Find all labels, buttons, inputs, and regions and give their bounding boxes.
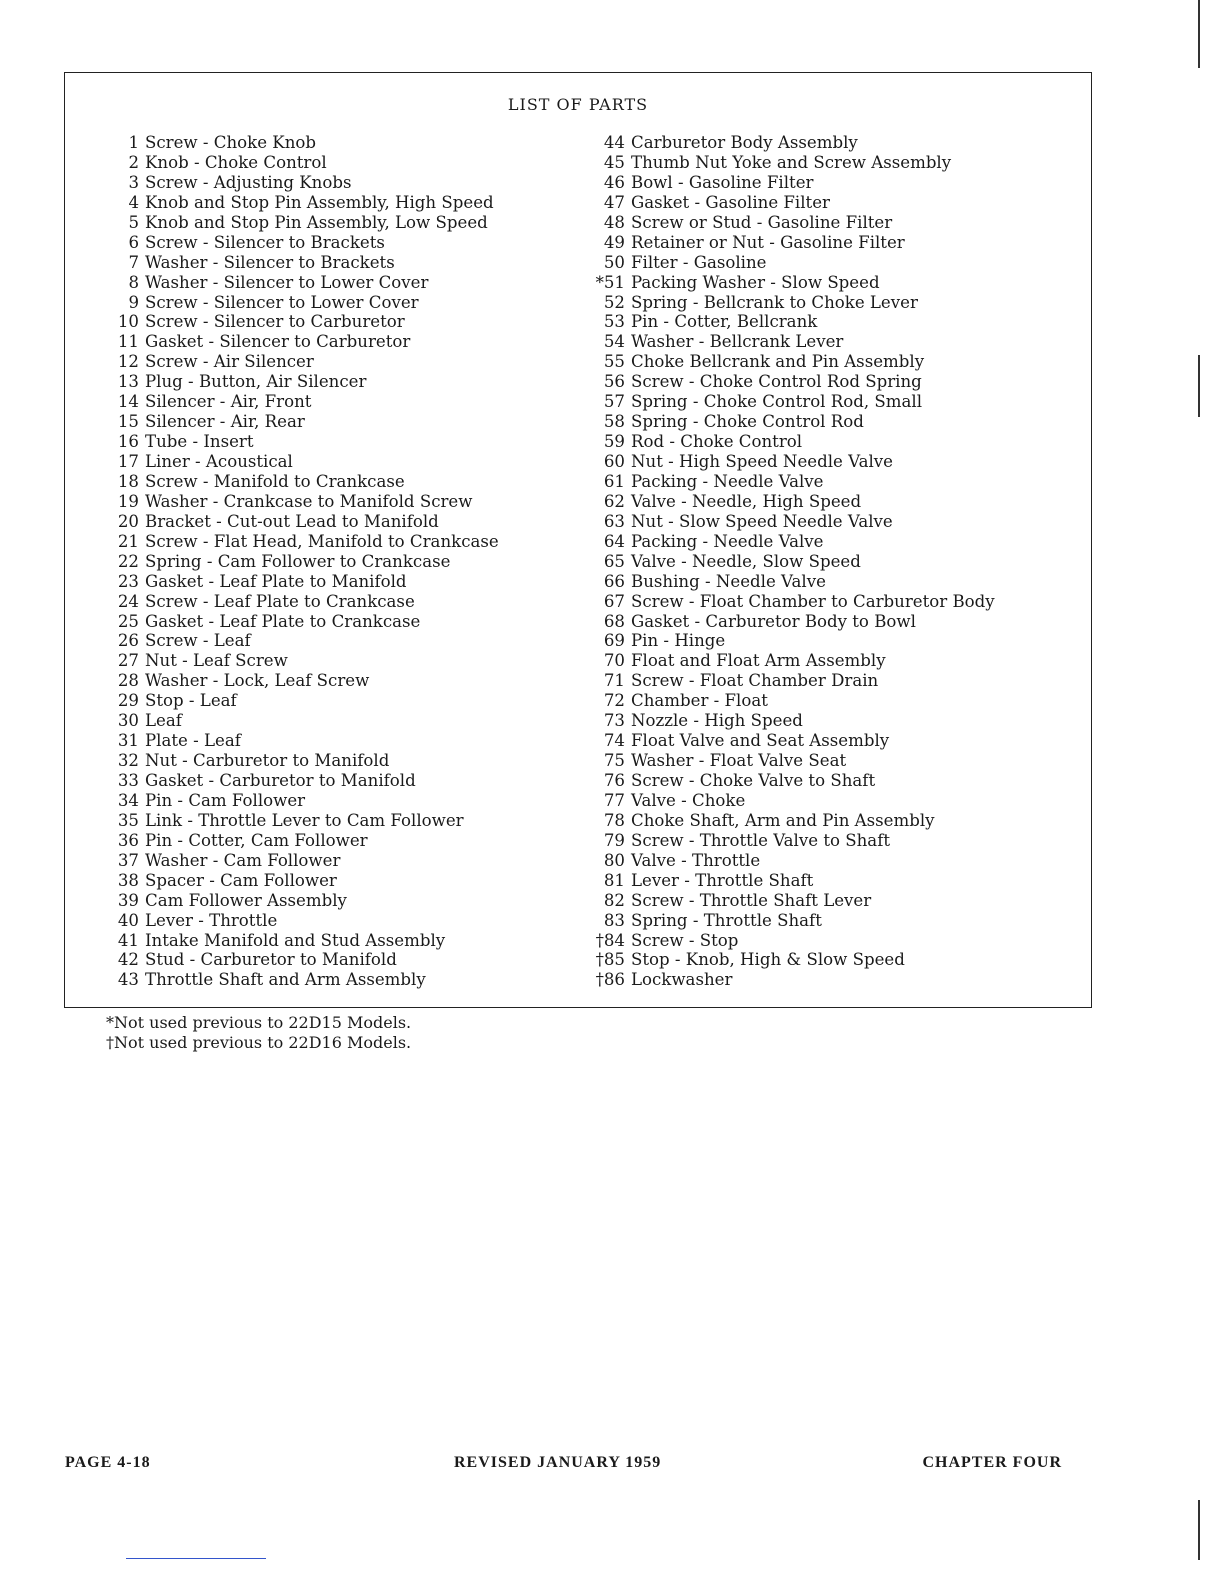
part-description: Packing Washer - Slow Speed xyxy=(631,272,880,292)
part-description: Stop - Knob, High & Slow Speed xyxy=(631,950,905,970)
part-row xyxy=(589,253,995,273)
part-number: 74 xyxy=(603,731,625,751)
part-row xyxy=(103,691,499,711)
part-number: 3 xyxy=(128,172,139,192)
parts-column-right xyxy=(589,133,995,990)
part-row xyxy=(589,671,995,691)
part-row xyxy=(103,372,499,392)
part-row xyxy=(103,153,499,173)
part-number: 73 xyxy=(603,711,625,731)
part-description: Screw - Choke Valve to Shaft xyxy=(631,771,876,790)
part-number: 76 xyxy=(603,771,625,790)
part-description: Packing - Needle Valve xyxy=(631,471,824,491)
part-row xyxy=(103,851,499,871)
part-description: Screw - Silencer to Carburetor xyxy=(145,312,405,332)
part-description: Thumb Nut Yoke and Screw Assembly xyxy=(631,152,952,172)
part-row xyxy=(103,392,499,412)
part-number: 6 xyxy=(128,232,139,252)
part-number: 58 xyxy=(603,412,625,432)
part-description: Choke Shaft, Arm and Pin Assembly xyxy=(631,810,935,830)
part-row xyxy=(589,711,995,731)
part-number: 81 xyxy=(603,870,625,890)
part-row xyxy=(103,492,499,512)
part-number: 36 xyxy=(117,830,139,850)
part-number: 4 xyxy=(128,192,139,212)
part-description: Screw - Manifold to Crankcase xyxy=(145,471,405,491)
part-description: Screw - Stop xyxy=(631,930,739,950)
part-row xyxy=(103,651,499,671)
part-description: Retainer or Nut - Gasoline Filter xyxy=(631,232,905,252)
part-description: Washer - Silencer to Brackets xyxy=(145,252,395,272)
part-description: Spring - Throttle Shaft xyxy=(631,910,822,930)
part-number: 22 xyxy=(117,551,139,571)
part-number: 18 xyxy=(117,471,139,491)
part-number: †85 xyxy=(595,950,625,970)
scan-edge-mark xyxy=(1198,355,1200,417)
part-row xyxy=(103,293,499,313)
part-row xyxy=(103,911,499,931)
part-row xyxy=(589,791,995,811)
part-row xyxy=(589,293,995,313)
part-description: Gasket - Gasoline Filter xyxy=(631,192,830,212)
part-description: Washer - Crankcase to Manifold Screw xyxy=(145,491,473,511)
part-description: Gasket - Leaf Plate to Manifold xyxy=(145,571,407,591)
part-description: Washer - Cam Follower xyxy=(145,850,341,870)
part-description: Leaf xyxy=(145,711,182,731)
part-number: 23 xyxy=(117,571,139,591)
part-number: 41 xyxy=(117,930,139,950)
part-row xyxy=(103,452,499,472)
part-number: 14 xyxy=(117,392,139,412)
footnote: *Not used previous to 22D15 Models. xyxy=(106,1013,412,1032)
part-row xyxy=(103,472,499,492)
part-number: 56 xyxy=(603,372,625,392)
part-number: 55 xyxy=(603,352,625,372)
part-number: 66 xyxy=(603,571,625,591)
part-number: 47 xyxy=(603,192,625,212)
parts-column-left xyxy=(103,133,499,990)
part-number: 35 xyxy=(117,810,139,830)
part-description: Carburetor Body Assembly xyxy=(631,133,858,152)
part-number: 72 xyxy=(603,691,625,711)
part-row xyxy=(589,891,995,911)
part-description: Nut - High Speed Needle Valve xyxy=(631,452,893,471)
part-description: Valve - Choke xyxy=(631,790,746,810)
part-number: 44 xyxy=(603,133,625,152)
part-row xyxy=(103,432,499,452)
part-number: 31 xyxy=(117,731,139,751)
part-number: 40 xyxy=(117,910,139,930)
part-description: Screw - Air Silencer xyxy=(145,352,314,372)
part-description: Screw - Silencer to Lower Cover xyxy=(145,292,419,312)
part-row xyxy=(589,273,995,293)
part-description: Spacer - Cam Follower xyxy=(145,870,337,890)
part-description: Lever - Throttle xyxy=(145,910,278,930)
part-row xyxy=(589,811,995,831)
part-description: Plug - Button, Air Silencer xyxy=(145,372,367,392)
part-row xyxy=(589,352,995,372)
part-description: Screw - Leaf Plate to Crankcase xyxy=(145,591,415,611)
part-description: Screw or Stud - Gasoline Filter xyxy=(631,212,893,232)
part-number: 2 xyxy=(128,152,139,172)
part-number: 53 xyxy=(603,312,625,332)
part-description: Pin - Hinge xyxy=(631,631,726,651)
part-row xyxy=(103,731,499,751)
part-row xyxy=(103,751,499,771)
part-description: Pin - Cotter, Bellcrank xyxy=(631,312,818,332)
part-number: 27 xyxy=(117,651,139,671)
part-number: 68 xyxy=(603,611,625,631)
part-number: 65 xyxy=(603,551,625,571)
part-description: Gasket - Carburetor Body to Bowl xyxy=(631,611,916,631)
footnotes xyxy=(106,1013,411,1053)
part-number: 5 xyxy=(128,212,139,232)
part-description: Liner - Acoustical xyxy=(145,452,293,471)
part-row xyxy=(589,612,995,632)
part-description: Screw - Float Chamber Drain xyxy=(631,671,879,691)
part-number: 43 xyxy=(117,970,139,990)
list-title: LIST OF PARTS xyxy=(507,95,649,114)
part-number: 60 xyxy=(603,452,625,471)
part-description: Plate - Leaf xyxy=(145,731,241,751)
part-description: Choke Bellcrank and Pin Assembly xyxy=(631,352,925,372)
part-description: Pin - Cam Follower xyxy=(145,790,306,810)
part-description: Pin - Cotter, Cam Follower xyxy=(145,830,368,850)
part-row xyxy=(103,891,499,911)
part-number: 34 xyxy=(117,790,139,810)
part-row xyxy=(103,312,499,332)
part-number: 62 xyxy=(603,491,625,511)
part-description: Gasket - Leaf Plate to Crankcase xyxy=(145,611,421,631)
part-number: 20 xyxy=(117,511,139,531)
part-description: Cam Follower Assembly xyxy=(145,890,347,910)
part-number: 80 xyxy=(603,850,625,870)
part-number: 24 xyxy=(117,591,139,611)
part-row xyxy=(103,970,499,990)
part-row xyxy=(589,970,995,990)
part-description: Spring - Choke Control Rod xyxy=(631,412,864,432)
part-description: Washer - Bellcrank Lever xyxy=(631,332,844,352)
part-number: 75 xyxy=(603,751,625,771)
part-row xyxy=(589,532,995,552)
part-number: 82 xyxy=(603,890,625,910)
part-row xyxy=(103,831,499,851)
part-number: 69 xyxy=(603,631,625,651)
part-number: 77 xyxy=(603,790,625,810)
part-row xyxy=(103,133,499,153)
part-number: 26 xyxy=(117,631,139,651)
part-row xyxy=(103,931,499,951)
part-number: 52 xyxy=(603,292,625,312)
part-number: 8 xyxy=(128,272,139,292)
part-number: 13 xyxy=(117,372,139,392)
part-row xyxy=(103,253,499,273)
part-description: Knob - Choke Control xyxy=(145,152,327,172)
part-row xyxy=(589,312,995,332)
part-number: 48 xyxy=(603,212,625,232)
part-row xyxy=(103,512,499,532)
part-number: 78 xyxy=(603,810,625,830)
part-description: Gasket - Silencer to Carburetor xyxy=(145,332,411,352)
scan-edge-mark xyxy=(1198,0,1200,68)
part-row xyxy=(589,691,995,711)
part-number: 28 xyxy=(117,671,139,691)
part-row xyxy=(589,213,995,233)
part-description: Washer - Lock, Leaf Screw xyxy=(145,671,370,691)
part-number: 70 xyxy=(603,651,625,671)
part-row xyxy=(589,153,995,173)
part-description: Silencer - Air, Rear xyxy=(145,412,305,432)
part-description: Screw - Silencer to Brackets xyxy=(145,232,385,252)
part-number: 83 xyxy=(603,910,625,930)
part-row xyxy=(589,512,995,532)
part-row xyxy=(103,612,499,632)
part-row xyxy=(589,372,995,392)
part-number: 16 xyxy=(117,432,139,452)
part-number: 63 xyxy=(603,511,625,531)
parts-list-frame xyxy=(64,72,1092,1008)
part-row xyxy=(103,233,499,253)
part-row xyxy=(589,412,995,432)
part-row xyxy=(589,193,995,213)
part-row xyxy=(103,711,499,731)
part-row xyxy=(103,173,499,193)
part-description: Nozzle - High Speed xyxy=(631,711,803,731)
part-description: Valve - Needle, High Speed xyxy=(631,491,862,511)
part-row xyxy=(103,671,499,691)
part-description: Screw - Float Chamber to Carburetor Body xyxy=(631,591,995,611)
part-number: 11 xyxy=(117,332,139,352)
part-row xyxy=(589,911,995,931)
part-row xyxy=(589,472,995,492)
part-row xyxy=(589,452,995,472)
part-description: Screw - Throttle Shaft Lever xyxy=(631,890,872,910)
part-number: 49 xyxy=(603,232,625,252)
part-row xyxy=(589,651,995,671)
part-row xyxy=(103,791,499,811)
part-row xyxy=(103,572,499,592)
part-number: 59 xyxy=(603,432,625,452)
part-description: Valve - Needle, Slow Speed xyxy=(631,551,861,571)
part-description: Chamber - Float xyxy=(631,691,768,711)
part-number: 7 xyxy=(128,252,139,272)
part-number: 64 xyxy=(603,531,625,551)
part-description: Float and Float Arm Assembly xyxy=(631,651,886,671)
part-number: 15 xyxy=(117,412,139,432)
part-description: Silencer - Air, Front xyxy=(145,392,312,412)
part-number: 71 xyxy=(603,671,625,691)
part-row xyxy=(103,950,499,970)
part-row xyxy=(589,552,995,572)
part-row xyxy=(589,931,995,951)
part-row xyxy=(589,751,995,771)
part-row xyxy=(589,871,995,891)
part-row xyxy=(589,592,995,612)
part-row xyxy=(103,273,499,293)
part-number: 54 xyxy=(603,332,625,352)
part-number: *51 xyxy=(595,272,625,292)
part-description: Rod - Choke Control xyxy=(631,432,803,452)
part-number: 33 xyxy=(117,771,139,790)
part-row xyxy=(103,213,499,233)
part-row xyxy=(103,631,499,651)
part-number: 29 xyxy=(117,691,139,711)
part-number: 61 xyxy=(603,471,625,491)
part-row xyxy=(589,831,995,851)
part-row xyxy=(589,332,995,352)
part-description: Bushing - Needle Valve xyxy=(631,571,826,591)
part-description: Gasket - Carburetor to Manifold xyxy=(145,771,416,790)
part-description: Link - Throttle Lever to Cam Follower xyxy=(145,810,464,830)
part-row xyxy=(589,950,995,970)
part-number: 32 xyxy=(117,751,139,771)
part-number: 10 xyxy=(117,312,139,332)
part-number: 42 xyxy=(117,950,139,970)
part-row xyxy=(589,133,995,153)
part-description: Screw - Flat Head, Manifold to Crankcase xyxy=(145,531,499,551)
page-number: PAGE 4-18 xyxy=(65,1454,151,1471)
part-row xyxy=(103,352,499,372)
part-description: Spring - Choke Control Rod, Small xyxy=(631,392,923,412)
part-row xyxy=(589,392,995,412)
part-description: Nut - Leaf Screw xyxy=(145,651,288,671)
part-description: Lever - Throttle Shaft xyxy=(631,870,814,890)
part-description: Screw - Choke Knob xyxy=(145,133,316,152)
part-number: †84 xyxy=(595,930,625,950)
part-number: 67 xyxy=(603,591,625,611)
part-number: 1 xyxy=(128,133,139,152)
part-description: Knob and Stop Pin Assembly, High Speed xyxy=(145,192,494,212)
part-description: Stop - Leaf xyxy=(145,691,237,711)
footnote: †Not used previous to 22D16 Models. xyxy=(106,1033,412,1052)
part-row xyxy=(589,173,995,193)
part-row xyxy=(103,552,499,572)
part-number: 50 xyxy=(603,252,625,272)
part-row xyxy=(589,233,995,253)
part-description: Float Valve and Seat Assembly xyxy=(631,731,890,751)
part-description: Washer - Float Valve Seat xyxy=(631,751,847,771)
part-description: Knob and Stop Pin Assembly, Low Speed xyxy=(145,212,488,232)
part-row xyxy=(103,532,499,552)
part-description: Valve - Throttle xyxy=(631,850,761,870)
part-row xyxy=(589,572,995,592)
part-row xyxy=(589,492,995,512)
part-description: Lockwasher xyxy=(631,970,733,990)
part-description: Tube - Insert xyxy=(145,432,254,452)
part-description: Spring - Bellcrank to Choke Lever xyxy=(631,292,918,312)
part-number: 17 xyxy=(117,452,139,471)
part-number: 19 xyxy=(117,491,139,511)
part-number: 12 xyxy=(117,352,139,372)
part-row xyxy=(589,771,995,791)
part-number: 25 xyxy=(117,611,139,631)
part-description: Bracket - Cut-out Lead to Manifold xyxy=(145,511,439,531)
part-number: 9 xyxy=(128,292,139,312)
part-description: Throttle Shaft and Arm Assembly xyxy=(145,970,426,990)
scan-underline xyxy=(126,1558,266,1559)
part-number: 46 xyxy=(603,172,625,192)
part-row xyxy=(103,193,499,213)
part-number: 21 xyxy=(117,531,139,551)
part-number: 39 xyxy=(117,890,139,910)
part-description: Nut - Slow Speed Needle Valve xyxy=(631,511,893,531)
part-row xyxy=(589,631,995,651)
part-row xyxy=(103,811,499,831)
part-number: 38 xyxy=(117,870,139,890)
part-description: Intake Manifold and Stud Assembly xyxy=(145,930,446,950)
part-number: 79 xyxy=(603,830,625,850)
part-number: †86 xyxy=(595,970,625,990)
part-number: 30 xyxy=(117,711,139,731)
part-description: Packing - Needle Valve xyxy=(631,531,824,551)
part-number: 37 xyxy=(117,850,139,870)
part-row xyxy=(103,412,499,432)
part-description: Screw - Adjusting Knobs xyxy=(145,172,352,192)
chapter-label: CHAPTER FOUR xyxy=(922,1454,1062,1471)
part-description: Washer - Silencer to Lower Cover xyxy=(145,272,429,292)
part-row xyxy=(589,851,995,871)
part-description: Screw - Leaf xyxy=(145,631,251,651)
part-description: Spring - Cam Follower to Crankcase xyxy=(145,551,451,571)
part-row xyxy=(103,771,499,791)
part-description: Screw - Throttle Valve to Shaft xyxy=(631,830,891,850)
scan-edge-mark xyxy=(1198,1500,1200,1560)
part-description: Screw - Choke Control Rod Spring xyxy=(631,372,922,392)
part-row xyxy=(103,332,499,352)
part-row xyxy=(103,592,499,612)
part-number: 57 xyxy=(603,392,625,412)
part-row xyxy=(103,871,499,891)
part-description: Filter - Gasoline xyxy=(631,252,767,272)
part-description: Nut - Carburetor to Manifold xyxy=(145,751,390,771)
part-description: Stud - Carburetor to Manifold xyxy=(145,950,397,970)
revision-date: REVISED JANUARY 1959 xyxy=(454,1454,662,1471)
part-description: Bowl - Gasoline Filter xyxy=(631,172,814,192)
part-row xyxy=(589,432,995,452)
part-number: 45 xyxy=(603,152,625,172)
part-row xyxy=(589,731,995,751)
